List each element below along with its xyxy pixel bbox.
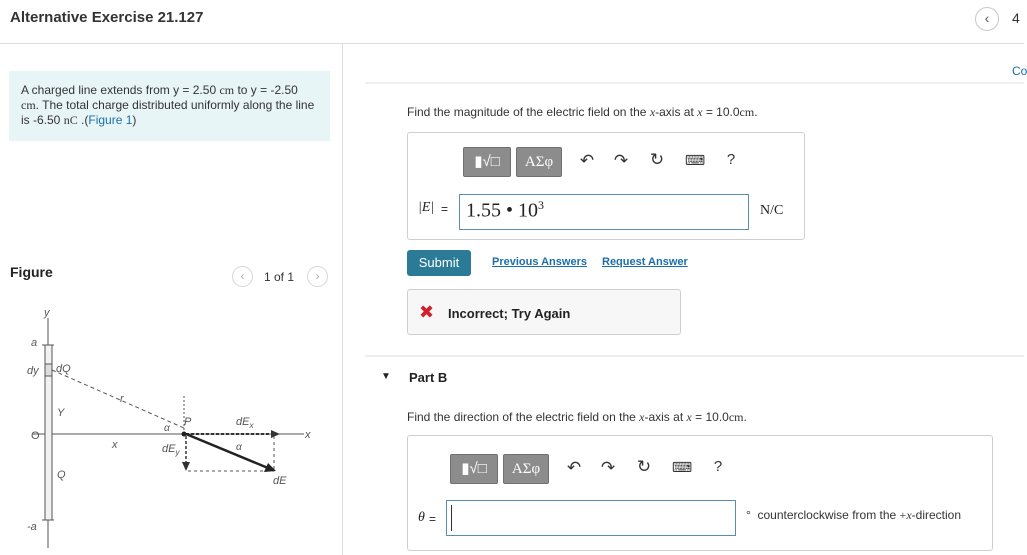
part-b-band xyxy=(365,355,1024,357)
magnitude-base: 1.55 • 10 xyxy=(466,199,539,222)
header-bar xyxy=(0,0,1024,44)
part-b-q2: -axis at xyxy=(644,410,687,424)
problem-text-1: A charged line extends from y = 2.50 xyxy=(21,83,220,97)
label-dey xyxy=(162,443,180,457)
reset-icon[interactable]: ↻ xyxy=(636,457,652,476)
equals-sign-b: = xyxy=(429,512,437,526)
direction-input[interactable] xyxy=(446,500,736,536)
label-dex xyxy=(236,416,254,430)
request-answer-link[interactable]: Request Answer xyxy=(602,256,688,268)
label-dq: dQ xyxy=(56,363,71,375)
continue-link[interactable]: Co xyxy=(1012,64,1027,78)
charge-element xyxy=(45,364,52,376)
label-dy: dy xyxy=(27,365,39,377)
direction-plus: + xyxy=(899,508,907,522)
greek-symbols-button-b[interactable]: ΑΣφ xyxy=(503,454,549,484)
part-a-band xyxy=(365,82,1024,84)
part-b-q-end: . xyxy=(743,410,747,424)
part-a-q2: -axis at xyxy=(655,105,698,119)
unit-label: N/C xyxy=(760,203,784,218)
part-a-q1: Find the magnitude of the electric field on the xyxy=(407,105,650,119)
label-neg-a: -a xyxy=(27,521,37,533)
figure-next-icon[interactable]: › xyxy=(307,266,328,287)
magnitude-input[interactable] xyxy=(459,194,749,230)
label-x-small: x xyxy=(112,439,118,451)
problem-text-2: to y = -2.50 xyxy=(234,83,298,97)
part-a-q3: = 10.0 xyxy=(702,105,740,119)
direction-unit xyxy=(746,508,961,523)
label-de: dE xyxy=(273,475,287,487)
label-dex-main: dE xyxy=(236,416,250,428)
dex-arrowhead xyxy=(271,430,280,438)
label-alpha-1: α xyxy=(164,423,170,434)
sqrt-template-icon[interactable]: ▮√□ xyxy=(450,454,498,484)
label-dey-sub: y xyxy=(175,448,180,457)
figure-link[interactable]: Figure 1 xyxy=(88,113,133,127)
label-x-axis: x xyxy=(305,429,311,441)
direction-unit-text-2: -direction xyxy=(911,508,962,522)
part-b-question xyxy=(407,410,747,425)
page-count: 4 xyxy=(1012,10,1020,26)
label-y-axis: y xyxy=(44,307,50,319)
feedback-box xyxy=(407,289,681,335)
keyboard-icon[interactable]: ⌨ xyxy=(684,152,706,168)
magnitude-value xyxy=(466,198,544,223)
unit-cm-2: cm xyxy=(21,98,36,112)
label-origin: O xyxy=(31,430,40,442)
undo-icon[interactable]: ↶ xyxy=(579,151,595,170)
previous-answers-link[interactable]: Previous Answers xyxy=(492,256,587,268)
part-b-var-x2: x xyxy=(686,410,692,424)
label-a: a xyxy=(31,337,38,349)
problem-text-3: . The total charge distributed uniformly along the line is -6.50 xyxy=(21,98,315,127)
problem-text-5: ) xyxy=(132,113,137,127)
part-b-unit: cm xyxy=(728,410,744,424)
sqrt-template-icon[interactable]: ▮√□ xyxy=(463,147,511,177)
part-a-question xyxy=(407,105,758,120)
redo-icon[interactable]: ↷ xyxy=(600,458,616,477)
figure-heading: Figure xyxy=(10,264,53,280)
direction-var-x: x xyxy=(906,508,912,522)
part-b-var-x1: x xyxy=(639,410,645,424)
part-b-answer-box xyxy=(407,435,993,551)
greek-symbols-button[interactable]: ΑΣφ xyxy=(516,147,562,177)
submit-button[interactable]: Submit xyxy=(407,250,471,276)
part-b-q3: = 10.0 xyxy=(691,410,729,424)
unit-nc: nC xyxy=(63,113,78,127)
problem-text-4: .( xyxy=(77,113,89,127)
equals-sign-a: = xyxy=(441,202,449,216)
error-x-icon: ✖ xyxy=(419,302,435,322)
label-dex-sub: x xyxy=(249,421,254,430)
variable-theta: θ xyxy=(418,510,425,525)
exercise-title: Alternative Exercise 21.127 xyxy=(10,9,204,26)
undo-icon[interactable]: ↶ xyxy=(566,458,582,477)
unit-cm-1: cm xyxy=(219,83,235,97)
label-r: r xyxy=(120,393,124,405)
figure-diagram xyxy=(18,300,330,550)
problem-statement xyxy=(9,71,330,141)
part-a-var-x2: x xyxy=(697,105,703,119)
r-line xyxy=(52,370,184,428)
e-vector-label: |E| xyxy=(418,200,435,215)
part-a-var-x1: x xyxy=(649,105,656,119)
chevron-left-icon[interactable]: ‹ xyxy=(975,7,999,31)
reset-icon[interactable]: ↻ xyxy=(649,150,665,169)
dey-arrowhead xyxy=(182,462,190,471)
help-button-b[interactable]: ? xyxy=(713,458,723,475)
label-dey-main: dE xyxy=(162,443,176,455)
de-vector xyxy=(186,434,268,468)
redo-icon[interactable]: ↷ xyxy=(613,151,629,170)
keyboard-icon[interactable]: ⌨ xyxy=(671,459,693,475)
caret-down-icon[interactable]: ▼ xyxy=(381,371,391,382)
degree-symbol: ° xyxy=(746,508,751,522)
part-a-q-end: . xyxy=(754,105,758,119)
figure-prev-icon[interactable]: ‹ xyxy=(232,266,253,287)
text-cursor xyxy=(451,505,452,531)
label-big-y: Y xyxy=(57,407,65,419)
part-a-unit: cm xyxy=(739,105,755,119)
help-button[interactable]: ? xyxy=(726,151,736,168)
figure-counter: 1 of 1 xyxy=(264,270,295,284)
point-p xyxy=(182,432,187,437)
label-q: Q xyxy=(57,469,66,481)
part-b-title[interactable]: Part B xyxy=(409,370,448,385)
feedback-message: Incorrect; Try Again xyxy=(448,306,571,321)
variable-e: E xyxy=(421,200,431,215)
magnitude-exponent: 3 xyxy=(538,198,545,212)
label-p: P xyxy=(184,416,192,428)
label-alpha-2: α xyxy=(236,442,242,453)
part-b-q1: Find the direction of the electric field on the xyxy=(407,410,640,424)
direction-unit-text-1: counterclockwise from the xyxy=(757,508,900,522)
part-a-answer-box xyxy=(407,132,805,240)
pane-divider xyxy=(342,44,343,555)
